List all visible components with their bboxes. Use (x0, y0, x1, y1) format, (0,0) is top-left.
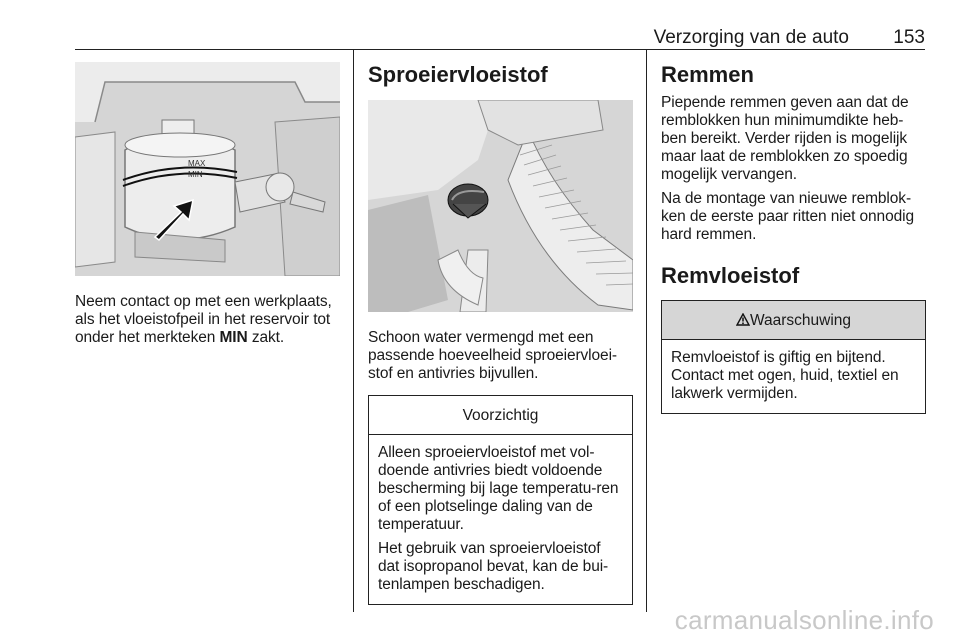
warning-box (661, 300, 926, 414)
column-divider (353, 50, 354, 612)
caution-box (368, 395, 633, 605)
caution-title: Voorzichtig (369, 396, 632, 435)
column-left (75, 62, 340, 347)
section-heading: Sproeiervloeistof (368, 62, 548, 87)
min-marking: MIN (188, 170, 203, 179)
caution-text: Alleen sproeiervloeistof met vol-doende antivries biedt voldoende bescherming bij lage temperatu-ren of een plotselinge daling van de temperatuur. (378, 444, 619, 533)
warning-text: Remvloeistof is giftig en bijtend. Contact met ogen, huid, textiel en lakwerk vermijden. (671, 349, 899, 402)
warning-triangle-icon (736, 313, 750, 326)
body-text: Schoon water vermengd met een passende hoeveelheid sproeiervloei-stof en antivries bijvullen. (368, 329, 617, 382)
watermark-text: carmanualsonline.info (674, 605, 934, 635)
warning-title: Waarschuwing (749, 312, 852, 329)
body-text: Na de montage van nieuwe remblok-ken de eerste paar ritten niet onnodig hard remmen. (661, 190, 914, 243)
caution-text: Het gebruik van sproeiervloeistof dat isopropanol bevat, kan de bui-tenlampen beschadigen. (378, 540, 609, 593)
figure-caption: Neem contact op met een werkplaats, als het vloeistofpeil in het reservoir tot onder het merkteken MIN zakt. (75, 293, 332, 346)
chapter-title: Verzorging van de auto (653, 27, 849, 48)
column-right (661, 62, 926, 414)
section-heading: Remvloeistof (661, 263, 800, 288)
washer-fluid-illustration (368, 100, 633, 312)
column-middle (368, 62, 633, 605)
column-divider (646, 50, 647, 612)
section-heading: Remmen (661, 62, 754, 87)
brake-fluid-reservoir-illustration (75, 62, 340, 276)
max-marking: MAX (188, 159, 206, 168)
page-number: 153 (893, 27, 925, 48)
page-header (75, 0, 925, 50)
body-text: Piepende remmen geven aan dat de remblokken hun minimumdikte heb-ben bereikt. Verder rijden is mogelijk maar laat de remblokken zo spoedig mogelijk vervangen. (661, 94, 909, 183)
warning-header (662, 301, 925, 340)
